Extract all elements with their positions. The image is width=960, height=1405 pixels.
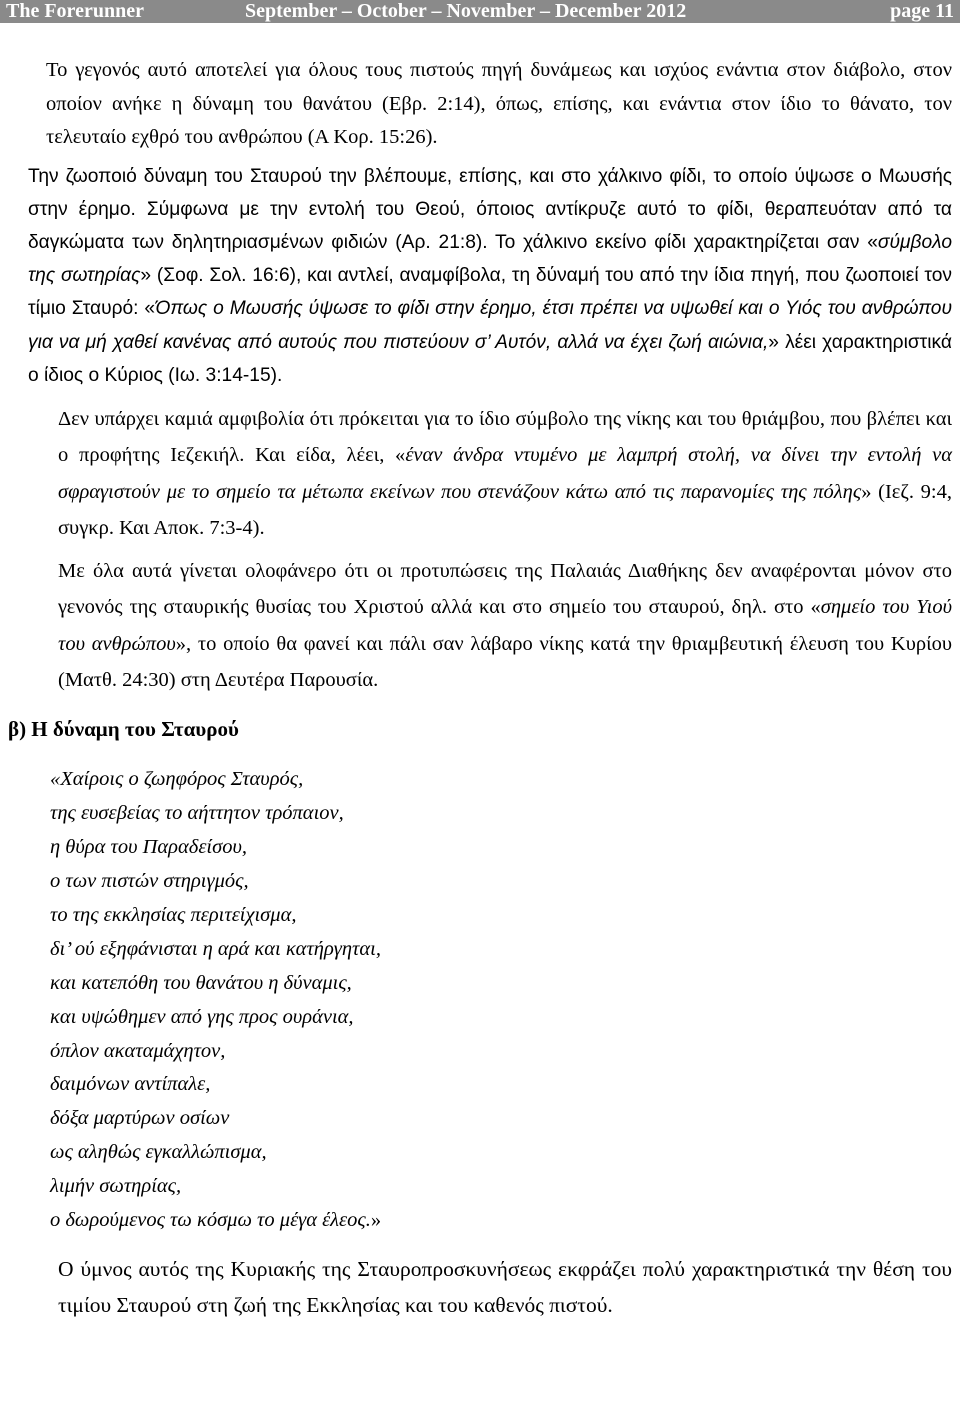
hymn-line: δι’ ού εξηφάνισται η αρά και κατήργηται, bbox=[50, 937, 381, 960]
hymn-line: η θύρα του Παραδείσου, bbox=[50, 836, 247, 859]
hymn-line: ο των πιστών στηριγμός, bbox=[50, 870, 249, 893]
hymn-line: «Χαίροις ο ζωηφόρος Σταυρός, bbox=[50, 768, 304, 791]
hymn-line: και υψώθημεν από γης προς ουράνια, bbox=[50, 1005, 354, 1028]
hymn-quote bbox=[50, 763, 952, 1238]
paragraph-4: Με όλα αυτά γίνεται ολοφάνερο ότι οι προτυπώσεις της Παλαιάς Διαθήκης δεν αναφέρονται μόνον στο γενονός της σταυρικής θυσίας του Χριστού αλλά και στο σημείο του σταυρού, δηλ. στο «σημείο του Υιού του ανθρώπου», το οποίο θα φανεί και πάλι σαν λάβαρο νίκης κατά την θριαμβευτική έλευση του Κυρίου (Ματθ. 24:30) στη Δευτέρα Παρουσία. bbox=[58, 560, 952, 691]
hymn-line: όπλον ακαταμάχητον, bbox=[50, 1039, 226, 1062]
hymn-line: λιμήν σωτηρίας, bbox=[50, 1175, 182, 1198]
hymn-line: και κατεπόθη του θανάτου η δύναμις, bbox=[50, 971, 352, 994]
section-heading: β) Η δύναμη του Σταυρού bbox=[8, 717, 239, 742]
paragraph-1: Το γεγονός αυτό αποτελεί για όλους τους πιστούς πηγή δυνάμεως και ισχύος ενάντια στον διάβολο, στον οποίον ανήκε η δύναμη του θανάτου (Εβρ. 2:14), όπως, επίσης, και ενάντια στον ίδιο το θάνατο, τον τελευταίο εχθρό του ανθρώπου (Α Κορ. 15:26). bbox=[46, 59, 952, 148]
hymn-line-last: ο δωρούμενος τω κόσμω το μέγα έλεος.» bbox=[50, 1209, 382, 1232]
paragraph-3: Δεν υπάρχει καμιά αμφιβολία ότι πρόκειται για το ίδιο σύμβολο της νίκης και του θριάμβου, που βλέπει και ο προφήτης Ιεζεκιήλ. Και είδα, λέει, «έναν άνδρα ντυμένο με λαμπρή στολή, να δίνει την εντολή να σφραγιστούν με το σημείο τα μέτωπα εκείνων που στενάζουν κάτω από τις παρανομίες της πόλης» (Ιεζ. 9:4, συγκρ. Και Αποκ. 7:3-4). bbox=[58, 407, 953, 539]
paragraph-5: Ο ύμνος αυτός της Κυριακής της Σταυροπροσκυνήσεως εκφράζει πολύ χαρακτηριστικά την θέση του τιμίου Σταυρού στη ζωή της Εκκλησίας και του καθενός πιστού. bbox=[58, 1256, 952, 1317]
newsletter-title: The Forerunner bbox=[6, 0, 144, 22]
paragraph-2: Την ζωοποιό δύναμη του Σταυρού την βλέπουμε, επίσης, και στο χάλκινο φίδι, το οποίο ύψωσε ο Μωυσής στην έρημο. Σύμφωνα με την εντολή του Θεού, όποιος αντίκρυζε αυτό το φίδι, θεραπευόταν από τα δαγκώματα των δηλητηριασμένων φιδιών (Αρ. 21:8). Το χάλκινο εκείνο φίδι χαρακτηρίζεται σαν «σύμβολο της σωτηρίας» (Σοφ. Σολ. 16:6), και αντλεί, αναμφίβολα, τη δύναμή του από την ίδια πηγή, που ζωοποιεί τον τίμιο Σταυρό: «Όπως ο Μωυσής ύψωσε το φίδι στην έρημο, έτσι πρέπει να υψωθεί και ο Υιός του ανθρώπου για να μή χαθεί κανένας από αυτούς που πιστεύουν σ’ Αυτόν, αλλά να έχει ζωή αιώνια,» λέει χαρακτηριστικά ο ίδιος ο Κύριος (Ιω. 3:14-15). bbox=[28, 165, 953, 386]
hymn-line: το της εκκλησίας περιτείχισμα, bbox=[50, 903, 297, 926]
page-header bbox=[0, 0, 960, 23]
issue-date: September – October – November – December 2012 bbox=[245, 0, 687, 22]
page-number: page 11 bbox=[890, 0, 954, 22]
hymn-line: δαιμόνων αντίπαλε, bbox=[50, 1073, 211, 1096]
hymn-line: της ευσεβείας το αήττητον τρόπαιον, bbox=[50, 802, 344, 825]
article-body bbox=[8, 54, 952, 1323]
hymn-line: δόξα μαρτύρων οσίων bbox=[50, 1107, 230, 1130]
hymn-line: ως αληθώς εγκαλλώπισμα, bbox=[50, 1141, 267, 1164]
